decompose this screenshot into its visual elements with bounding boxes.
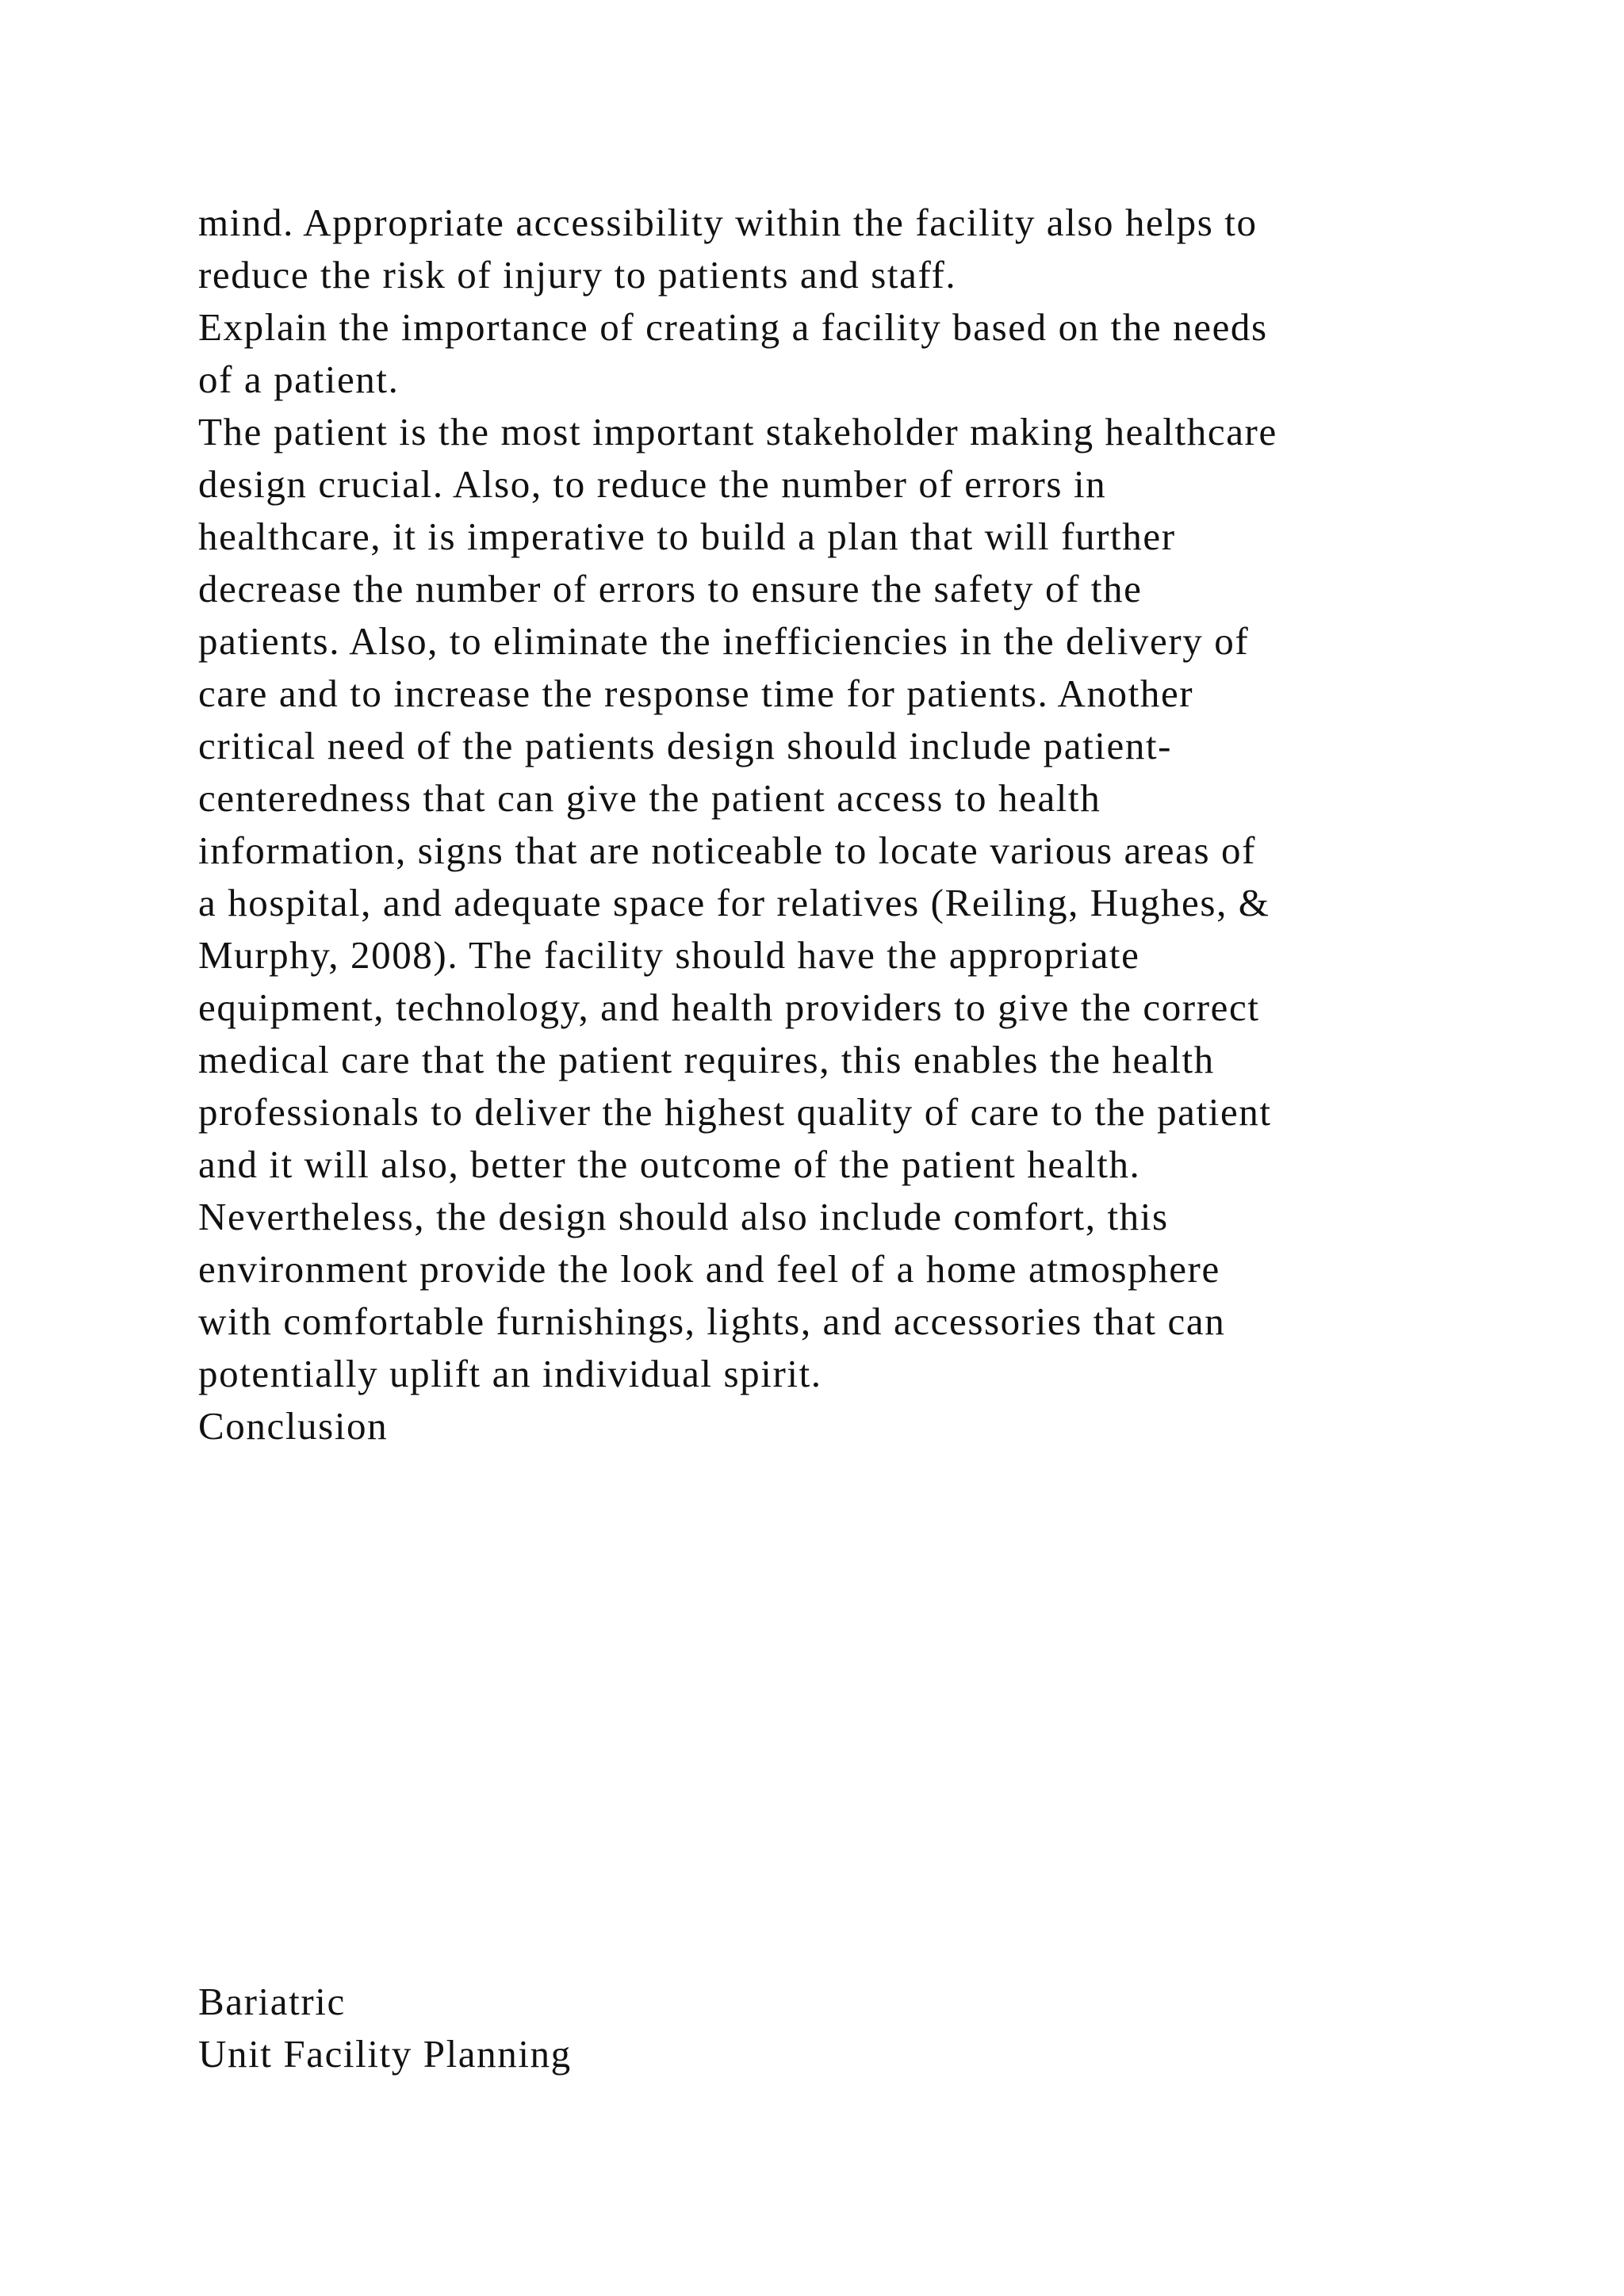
text-line: centeredness that can give the patient access to health bbox=[198, 776, 1101, 820]
text-line: care and to increase the response time for patients. Another bbox=[198, 672, 1194, 715]
text-line: professionals to deliver the highest quality of care to the patient bbox=[198, 1090, 1272, 1134]
text-line: equipment, technology, and health providers to give the correct bbox=[198, 985, 1260, 1029]
text-line: decrease the number of errors to ensure the safety of the bbox=[198, 567, 1143, 610]
title-line-unit-facility-planning: Unit Facility Planning bbox=[198, 2032, 572, 2076]
text-line: information, signs that are noticeable to locate various areas of bbox=[198, 828, 1256, 872]
text-line: medical care that the patient requires, this enables the health bbox=[198, 1038, 1215, 1081]
text-line: environment provide the look and feel of a home atmosphere bbox=[198, 1247, 1220, 1291]
title-line-bariatric: Bariatric bbox=[198, 1980, 346, 2023]
text-line: critical need of the patients design should include patient- bbox=[198, 724, 1173, 767]
text-line: Murphy, 2008). The facility should have the appropriate bbox=[198, 933, 1140, 977]
text-line: The patient is the most important stakeholder making healthcare bbox=[198, 410, 1277, 453]
text-line: Explain the importance of creating a facility based on the needs bbox=[198, 305, 1268, 349]
text-line: of a patient. bbox=[198, 358, 400, 401]
text-line: and it will also, better the outcome of the patient health. bbox=[198, 1142, 1141, 1186]
section-heading-conclusion: Conclusion bbox=[198, 1404, 389, 1448]
text-line: a hospital, and adequate space for relatives (Reiling, Hughes, & bbox=[198, 881, 1270, 924]
text-line: healthcare, it is imperative to build a plan that will further bbox=[198, 515, 1176, 558]
text-line: mind. Appropriate accessibility within the facility also helps to bbox=[198, 201, 1258, 244]
text-line: design crucial. Also, to reduce the number of errors in bbox=[198, 462, 1107, 506]
text-line: patients. Also, to eliminate the inefficiencies in the delivery of bbox=[198, 619, 1250, 663]
text-line: reduce the risk of injury to patients and staff. bbox=[198, 253, 957, 297]
text-line: with comfortable furnishings, lights, and accessories that can bbox=[198, 1299, 1226, 1343]
text-line: Nevertheless, the design should also include comfort, this bbox=[198, 1195, 1169, 1238]
text-line: potentially uplift an individual spirit. bbox=[198, 1352, 822, 1395]
